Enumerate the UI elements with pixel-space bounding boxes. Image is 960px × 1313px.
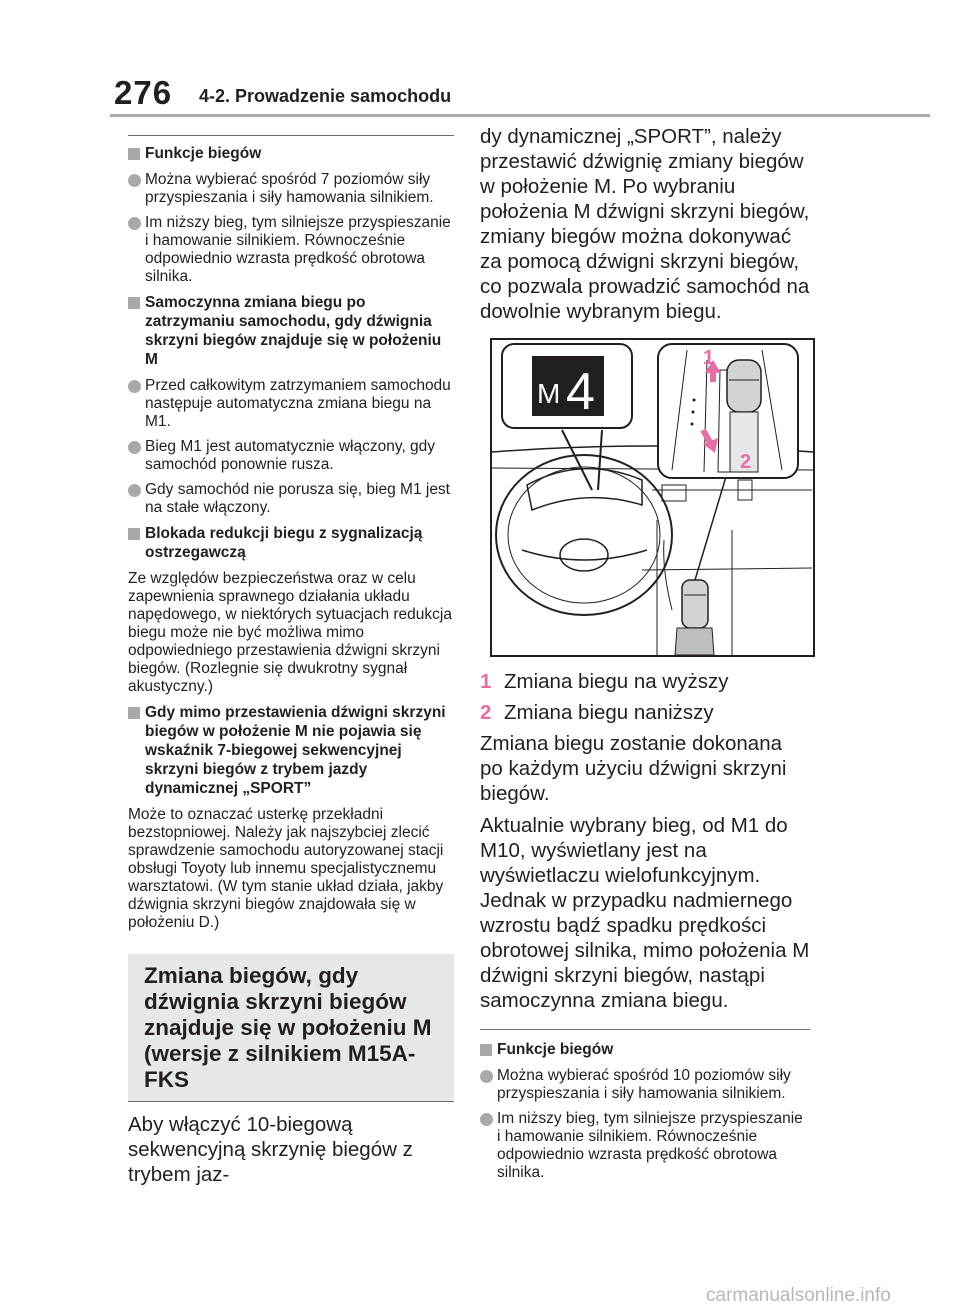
circle-bullet-icon: [480, 1113, 493, 1126]
left-column: [128, 135, 454, 1194]
header-divider: [110, 114, 930, 117]
subheading: Funkcje biegów: [480, 1040, 810, 1059]
square-bullet-icon: [480, 1044, 492, 1056]
circle-bullet-icon: [128, 217, 141, 230]
circle-bullet-icon: [128, 484, 141, 497]
paragraph: dy dynamicznej „SPORT”, należy przestawić dźwignię zmiany biegów w położenie M. Po wybraniu położenia M dźwigni skrzyni biegów, zmiany biegów można dokonywać za pomocą dźwigni skrzyni biegów, co pozwala prowadzić samochód na dowolnie wybranym biegu.: [480, 125, 810, 323]
numbered-item: 1 Zmiana biegu na wyższy: [480, 670, 729, 693]
dashboard-drawing: [492, 340, 813, 655]
divider: [128, 135, 454, 136]
right-column: [480, 124, 810, 1189]
display-mode-letter: M: [537, 378, 561, 409]
square-bullet-icon: [128, 148, 140, 160]
square-bullet-icon: [128, 707, 140, 719]
subheading: Samoczynna zmiana biegu po zatrzymaniu samochodu, gdy dźwignia skrzyni biegów znajduje się w położeniu M: [128, 293, 454, 369]
callout-2: 2: [740, 451, 752, 473]
bullet-item: Im niższy bieg, tym silniejsze przyspieszanie i hamowanie silnikiem. Równocześnie odpowiednio wzrasta prędkość obrotowa silnika.: [480, 1110, 810, 1182]
numbered-item: 2 Zmiana biegu naniższy: [480, 701, 714, 724]
bullet-item: Im niższy bieg, tym silniejsze przyspieszanie i hamowanie silnikiem. Równocześnie odpowiednio wzrasta prędkość obrotowa silnika.: [128, 214, 454, 286]
section-title: 4-2. Prowadzenie samochodu: [199, 86, 452, 106]
paragraph: Aktualnie wybrany bieg, od M1 do M10, wyświetlany jest na wyświetlaczu wielofunkcyjnym. Jednak w przypadku nadmiernego wzrostu bądź spadku prędkości obrotowej silnika, mimo położenia M dźwigni skrzyni biegów, nastąpi samoczynna zmiana biegu.: [480, 814, 810, 1012]
watermark-url: carmanualsonline.info: [706, 1285, 891, 1306]
bullet-item: Gdy samochód nie porusza się, bieg M1 jest na stałe włączony.: [128, 481, 454, 517]
paragraph: Ze względów bezpieczeństwa oraz w celu zapewnienia sprawnego działania układu napędowego, w niektórych sytuacjach redukcja biegu może nie być możliwa mimo odpowiedniego przestawienia dźwigni skrzyni biegów. (Rozlegnie się dwukrotny sygnał akustyczny.): [128, 570, 452, 695]
circle-bullet-icon: [128, 174, 141, 187]
bullet-item: Bieg M1 jest automatycznie włączony, gdy samochód ponownie rusza.: [128, 438, 454, 474]
callout-1: 1: [703, 347, 715, 369]
bullet-item: Można wybierać spośród 7 poziomów siły przyspieszania i siły hamowania silnikiem.: [128, 171, 454, 207]
page-header: [0, 0, 960, 120]
square-bullet-icon: [128, 528, 140, 540]
circle-bullet-icon: [480, 1070, 493, 1083]
divider: [128, 1101, 454, 1102]
subheading: Gdy mimo przestawienia dźwigni skrzyni biegów w położenie M nie pojawia się wskaźnik 7-biegowej sekwencyjnej skrzyni biegów z trybem jazdy dynamicznej „SPORT”: [128, 703, 454, 798]
paragraph: Może to oznaczać usterkę przekładni bezstopniowej. Należy jak najszybciej zlecić sprawdzenie samochodu autoryzowanej stacji obsługi Toyoty lub innemu specjalistycznemu warsztatowi. (W tym stanie układ działa, jakby dźwignia skrzyni biegów znajdowała się w położeniu D.): [128, 806, 444, 931]
section-heading-box: Zmiana biegów, gdy dźwignia skrzyni biegów znajduje się w położeniu M (wersje z silnikiem M15A-FKS: [128, 954, 454, 1101]
bullet-item: Przed całkowitym zatrzymaniem samochodu następuje automatyczna zmiana biegu na M1.: [128, 377, 454, 431]
paragraph: Aby włączyć 10-biegową sekwencyjną skrzynię biegów z trybem jaz-: [128, 1113, 413, 1186]
divider: [480, 1029, 810, 1030]
circle-bullet-icon: [128, 441, 141, 454]
square-bullet-icon: [128, 297, 140, 309]
circle-bullet-icon: [128, 380, 141, 393]
bullet-item: Można wybierać spośród 10 poziomów siły przyspieszania i siły hamowania silnikiem.: [480, 1067, 810, 1103]
page-number: 276: [114, 74, 173, 111]
gear-shift-illustration: [490, 338, 815, 657]
paragraph: Zmiana biegu zostanie dokonana po każdym użyciu dźwigni skrzyni biegów.: [480, 732, 787, 805]
subheading: Funkcje biegów: [128, 144, 454, 163]
subheading: Blokada redukcji biegu z sygnalizacją ostrzegawczą: [128, 524, 454, 562]
display-gear-number: 4: [566, 363, 595, 421]
